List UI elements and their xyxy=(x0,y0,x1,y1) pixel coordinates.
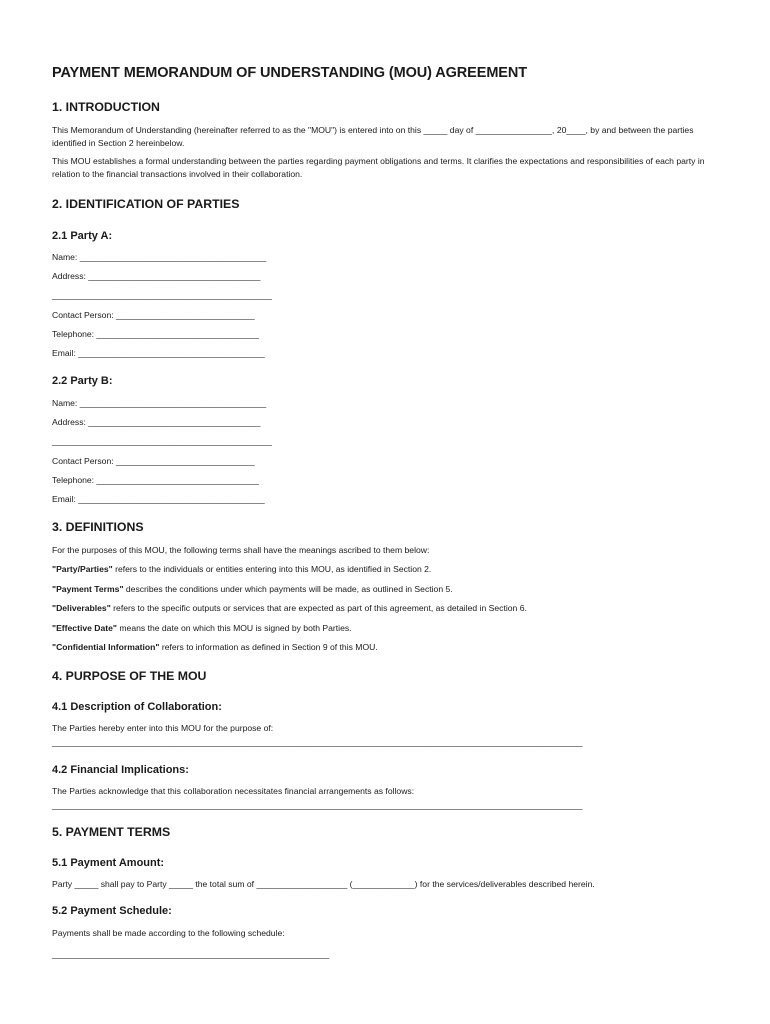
definition-item xyxy=(52,583,453,596)
payment-schedule-blank-line: __________________________________________________________ xyxy=(52,949,330,959)
definition-term: "Party/Parties" xyxy=(52,564,113,574)
intro-paragraph-2: This MOU establishes a formal understanding between the parties regarding payment obligations and terms. It clarifies the expectations and responsibilities of each party in relation to the financial transactions involved in their collaboration. xyxy=(52,156,705,179)
party-a-email-field: Email: _______________________________________ xyxy=(52,348,265,358)
definition-text: refers to the individuals or entities entering into this MOU, as identified in Section 2. xyxy=(112,564,432,574)
payment-schedule-text: Payments shall be made according to the following schedule: xyxy=(52,928,285,938)
party-a-contact-field: Contact Person: _____________________________ xyxy=(52,310,255,320)
definition-text: describes the conditions under which payments will be made, as outlined in Section 5. xyxy=(123,584,453,594)
definition-item xyxy=(52,563,431,576)
financial-text: The Parties acknowledge that this collaboration necessitates financial arrangements as follows: xyxy=(52,786,415,796)
party-b-telephone-field: Telephone: __________________________________ xyxy=(52,475,259,485)
definition-term: "Payment Terms" xyxy=(52,584,124,594)
definition-item xyxy=(52,602,527,615)
definition-text: refers to information as defined in Section 9 of this MOU. xyxy=(159,642,378,652)
definition-term: "Deliverables" xyxy=(52,603,111,613)
subsection-4-1-heading: 4.1 Description of Collaboration: xyxy=(52,701,222,713)
payment-amount-text: Party _____ shall pay to Party _____ the total sum of ___________________ (_____________) for the services/deliverables described herein. xyxy=(52,879,595,889)
party-a-address-line-2: ______________________________________________ xyxy=(52,290,272,300)
definition-item xyxy=(52,622,352,635)
document-title: PAYMENT MEMORANDUM OF UNDERSTANDING (MOU) AGREEMENT xyxy=(52,65,528,81)
subsection-5-2-heading: 5.2 Payment Schedule: xyxy=(52,905,172,917)
party-a-telephone-field: Telephone: __________________________________ xyxy=(52,329,259,339)
party-b-address-line-2: ______________________________________________ xyxy=(52,436,272,446)
collaboration-blank-line: _______________________________________________________________________________________________________________ xyxy=(52,737,583,747)
party-b-heading: 2.2 Party B: xyxy=(52,375,113,387)
party-b-name-field: Name: _______________________________________ xyxy=(52,398,267,408)
subsection-4-2-heading: 4.2 Financial Implications: xyxy=(52,764,189,776)
party-a-address-field: Address: ____________________________________ xyxy=(52,271,261,281)
definition-item xyxy=(52,641,378,654)
section-2-heading: 2. IDENTIFICATION OF PARTIES xyxy=(52,197,240,211)
party-a-heading: 2.1 Party A: xyxy=(52,230,113,242)
intro-paragraph-1: This Memorandum of Understanding (hereinafter referred to as the "MOU") is entered into on this _____ day of ________________, 20____, by and between the parties identified in Section 2 hereinbelow. xyxy=(52,125,694,148)
definition-text: means the date on which this MOU is signed by both Parties. xyxy=(117,623,352,633)
section-5-heading: 5. PAYMENT TERMS xyxy=(52,825,171,839)
definition-term: "Effective Date" xyxy=(52,623,117,633)
definitions-intro: For the purposes of this MOU, the following terms shall have the meanings ascribed to them below: xyxy=(52,545,430,555)
party-a-name-field: Name: _______________________________________ xyxy=(52,252,267,262)
party-b-contact-field: Contact Person: _____________________________ xyxy=(52,456,255,466)
section-4-heading: 4. PURPOSE OF THE MOU xyxy=(52,669,207,683)
definition-text: refers to the specific outputs or services that are expected as part of this agreement, as detailed in Section 6. xyxy=(110,603,527,613)
section-1-heading: 1. INTRODUCTION xyxy=(52,100,160,114)
financial-blank-line: _______________________________________________________________________________________________________________ xyxy=(52,800,583,810)
subsection-5-1-heading: 5.1 Payment Amount: xyxy=(52,857,165,869)
party-b-email-field: Email: _______________________________________ xyxy=(52,494,265,504)
party-b-address-field: Address: ____________________________________ xyxy=(52,417,261,427)
collaboration-text: The Parties hereby enter into this MOU for the purpose of: xyxy=(52,723,274,733)
section-3-heading: 3. DEFINITIONS xyxy=(52,520,144,534)
definition-term: "Confidential Information" xyxy=(52,642,160,652)
